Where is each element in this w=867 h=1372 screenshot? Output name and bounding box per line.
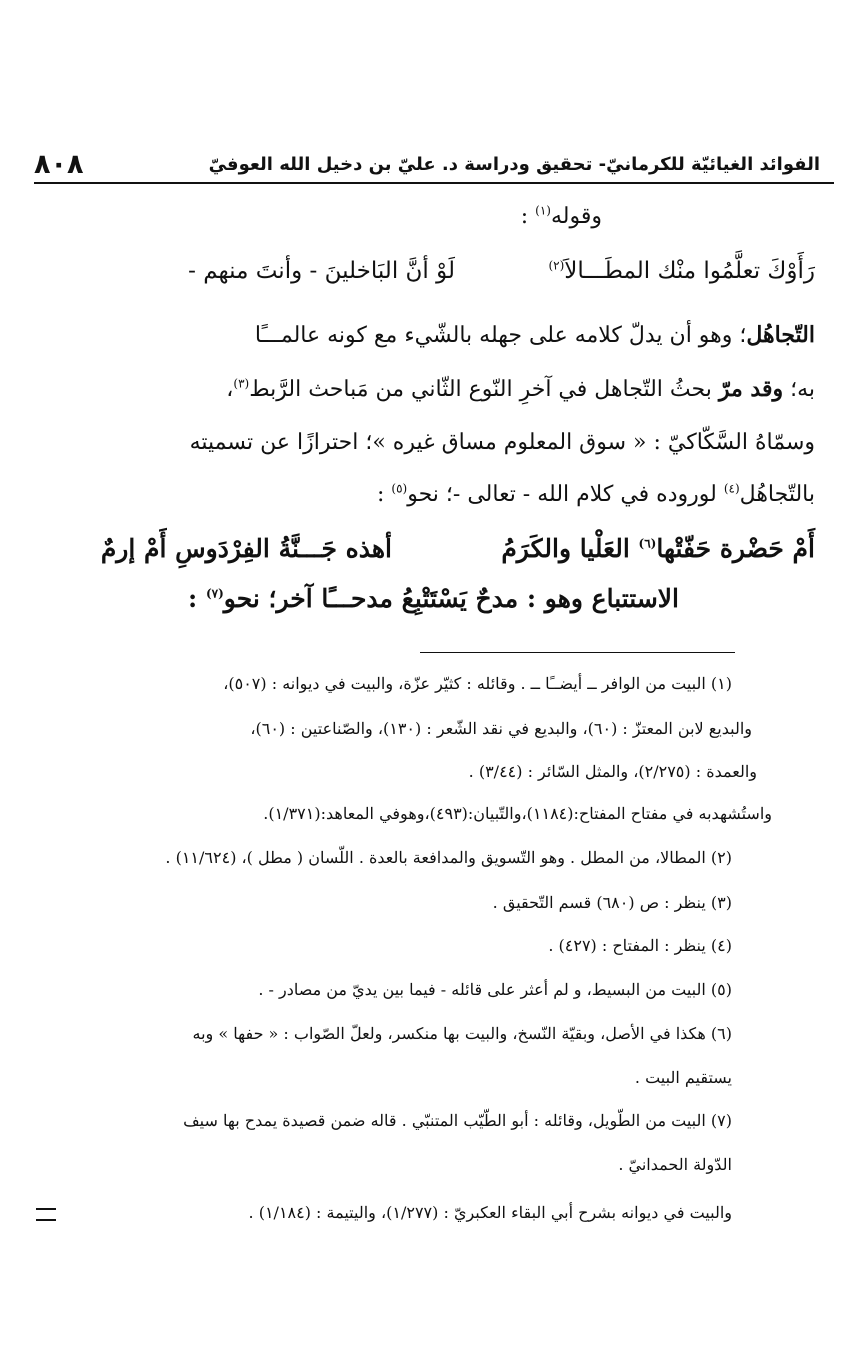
verse-2-second-half: أَمْ حَضْرة حَفّتْها$^{(٦)}$ العَلْيا والكَرَمُ	[501, 534, 815, 563]
body-line-4: به؛ وقد مرّ بحثُ التّجاهل في آخرِ النّوع الثّاني من مَباحث الرَّبط$^{(٣)}$،	[226, 376, 815, 402]
footnote-1-line-4: واستُشهدبه في مفتاح المفتاح:(١١٨٤)،والتّبيان:(٤٩٣)،وهوفي المعاهد:(١/٣٧١).	[263, 804, 772, 823]
footnote-ref-3: (٣)	[233, 376, 250, 391]
body-line-1: وقوله$^{(١)}$ :	[520, 203, 602, 229]
footnote-2: (٢) المطالا، من المطل . وهو التّسويق والمدافعة بالعدة . اللّسان ( مطل )، (١١/٦٢٤) .	[165, 848, 732, 867]
footnote-1-line-1: (١) البيت من الوافر ــ أيضــًا ــ . وقائله : كثيّر عزّة، والبيت في ديوانه : (٥٠٧)،	[223, 674, 732, 693]
verse-1-second-half: رَأَوْكَ تعلَّمُوا منْك المطَـــالاَ$^{(٢)}$	[548, 258, 815, 284]
footnote-ref-7: (٧)	[205, 586, 224, 601]
footnote-1-line-2: والبديع لابن المعتزّ : (٦٠)، والبديع في نقد الشّعر : (١٣٠)، والصّناعتين : (٦٠)،	[250, 719, 752, 738]
body-line-6: بالتّجاهُل$^{(٤)}$ لوروده في كلام الله - تعالى -؛ نحو$^{(٥)}$ :	[377, 481, 815, 507]
running-title: الفوائد الغيائيّة للكرمانيّ- تحقيق ودراسة د. عليّ بن دخيل الله العوفيّ	[208, 154, 820, 175]
footnote-ref-5: (٥)	[391, 481, 408, 496]
body-line-5: وسمّاهُ السَّكّاكيّ : « سوق المعلوم مساق غيره »؛ احترازًا عن تسميته	[189, 430, 815, 455]
footnote-6-line-2: يستقيم البيت .	[634, 1068, 732, 1087]
footnote-7-line-1: (٧) البيت من الطّويل، وقائله : أبو الطّيّب المتنبّي . قاله ضمن قصيدة يمدح بها سيف	[183, 1111, 732, 1130]
footnote-7-line-2: الدّولة الحمدانيّ .	[618, 1155, 732, 1174]
footnote-5: (٥) البيت من البسيط، و لم أعثر على قائله - فيما بين يديّ من مصادر - .	[258, 980, 732, 999]
verse-1-first-half: لَوْ أنَّ البَاخلينَ - وأنتَ منهم -	[188, 258, 455, 284]
verse-2-first-half: أهذه جَـــنَّةُ الفِرْدَوسِ أَمْ إرمٌ	[100, 534, 392, 563]
footnote-separator	[420, 652, 735, 653]
body-line-3: التّجاهُل؛ وهو أن يدلّ كلامه على جهله بالشّيء مع كونه عالمـــًا	[254, 322, 815, 348]
term-tajahul: التّجاهُل	[746, 322, 815, 348]
footnote-3: (٣) ينظر : ص (٦٨٠) قسم التّحقيق .	[492, 893, 732, 912]
continuation-marker	[36, 1208, 56, 1221]
body-line-istitba: الاستتباع وهو : مدحٌ يَسْتَتْبِعُ مدحـــًا آخر؛ نحو$^{(٧)}$ :	[188, 584, 679, 613]
footnote-ref-4: (٤)	[723, 481, 740, 496]
footnote-4: (٤) ينظر : المفتاح : (٤٢٧) .	[548, 936, 732, 955]
footnote-ref-2: (٢)	[548, 258, 565, 273]
footnote-ref-1: (١)	[535, 203, 551, 218]
page-header	[34, 144, 834, 184]
footnote-7-line-3: والبيت في ديوانه بشرح أبي البقاء العكبريّ : (١/٢٧٧)، واليتيمة : (١/١٨٤) .	[248, 1203, 732, 1222]
footnote-ref-6: (٦)	[638, 536, 657, 551]
footnote-6-line-1: (٦) هكذا في الأصل، وبقيّة النّسخ، والبيت بها منكسر، ولعلّ الصّواب : « حفها » وبه	[192, 1024, 732, 1043]
footnote-1-line-3: والعمدة : (٢/٢٧٥)، والمثل السّائر : (٣/٤٤) .	[468, 762, 757, 781]
page-number: ٨٠٨	[34, 149, 84, 180]
